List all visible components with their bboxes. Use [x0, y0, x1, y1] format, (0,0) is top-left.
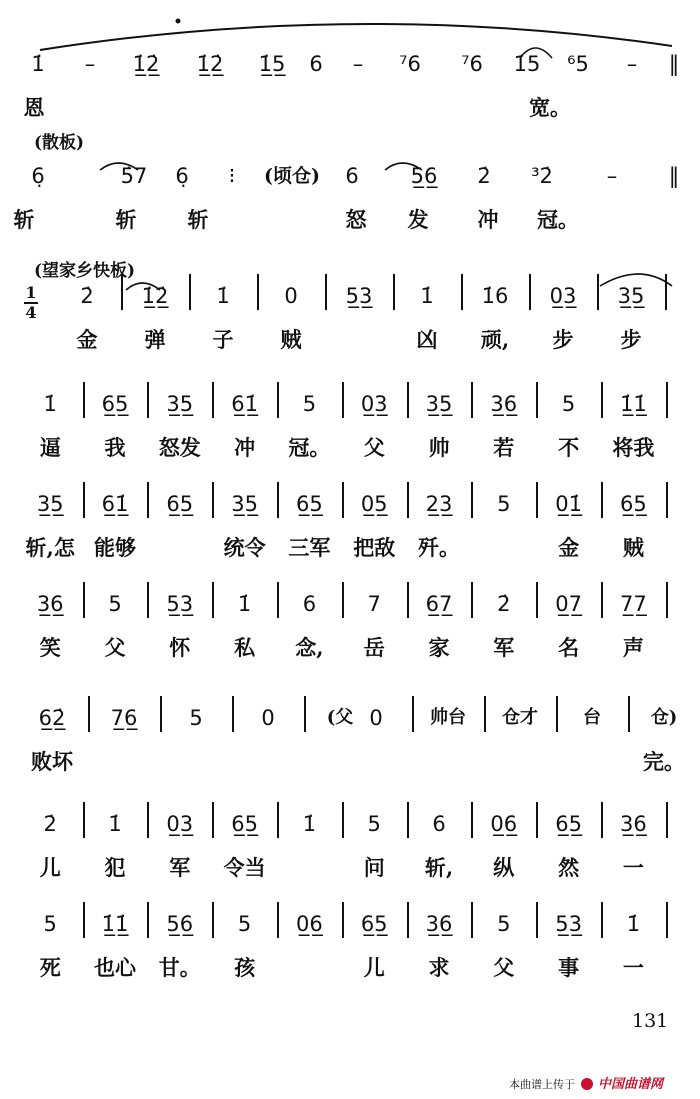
- note: 2̇: [80, 284, 94, 308]
- lyric: 统令: [223, 535, 266, 560]
- note: 7̲6̲: [110, 706, 138, 730]
- note: 1̇: [302, 812, 317, 836]
- slur-arc: [100, 163, 138, 170]
- note: 5̲6̲: [166, 912, 194, 936]
- note: 3̲5̲: [617, 284, 645, 308]
- slur-arc: [126, 283, 160, 290]
- note: 0: [261, 706, 275, 730]
- lyric: 家: [428, 635, 450, 660]
- note: 3̲6̲: [620, 812, 647, 836]
- note: 0̲5̲: [360, 492, 388, 516]
- note: 0̲3̲: [360, 392, 388, 416]
- note: 1̲̇5̲: [258, 52, 286, 76]
- lyric: 声: [622, 635, 644, 660]
- lyric: 我: [104, 435, 126, 460]
- note: 5̲3̲: [555, 912, 582, 936]
- lyric: 死: [39, 955, 61, 980]
- note: 0̲3̲: [166, 812, 194, 836]
- lyric: 斩,怎: [25, 535, 75, 560]
- note: 0̲7̲: [555, 592, 582, 616]
- lyric: 败坏: [31, 749, 73, 774]
- note: 2̲3̲: [425, 492, 453, 516]
- note: 6̲5̲: [555, 812, 582, 836]
- note: 6̲1̲̇: [231, 392, 258, 416]
- lyric: 歼。: [418, 535, 460, 560]
- lyric: 冲: [234, 435, 256, 460]
- lyric: 军: [169, 855, 191, 880]
- note: 6̣: [31, 164, 45, 188]
- note: 1̇: [237, 592, 252, 616]
- lyric: 斩: [187, 207, 209, 232]
- note: 5: [497, 912, 511, 936]
- lyric: 子: [212, 327, 234, 352]
- note: 6̲5̲: [296, 492, 323, 516]
- lyric: 名: [558, 635, 580, 660]
- note: 5: [108, 592, 122, 616]
- note: 6̲5̲: [620, 492, 647, 516]
- dashed-barline: ⁝: [228, 164, 236, 188]
- lyric: 军: [493, 635, 515, 660]
- note: 5̲3̲: [345, 284, 373, 308]
- note: 6̲2̲̇: [38, 706, 66, 730]
- note: 仓): [650, 707, 678, 728]
- note: ⁶5: [567, 52, 589, 76]
- note: 1̇: [420, 284, 434, 308]
- note: 5: [367, 812, 381, 836]
- note: 台: [583, 707, 601, 728]
- lyric: 金: [558, 535, 580, 560]
- lyric: 私: [234, 635, 256, 660]
- note: 6: [432, 812, 446, 836]
- note: 7: [367, 592, 381, 616]
- lyric: 完。: [643, 749, 685, 774]
- note: 0̲6̲: [296, 912, 323, 936]
- note: 5̇7: [120, 164, 148, 188]
- note: –: [606, 164, 618, 188]
- note: 1̲̇1̲̇: [101, 912, 129, 936]
- lyric: 念,: [295, 635, 324, 660]
- note: 2̇: [43, 812, 57, 836]
- lyric: 不: [558, 435, 580, 460]
- note: 1̲̇2̲̇: [132, 52, 160, 76]
- lyric: 金: [76, 327, 98, 352]
- lyric: 弹: [144, 327, 166, 352]
- lyric: 令当: [223, 855, 266, 880]
- lyric: 岳: [363, 635, 385, 660]
- lyric: 问: [363, 855, 385, 880]
- lyric: 儿: [363, 955, 385, 980]
- lyric: 贼: [622, 535, 644, 560]
- note: 1̲̇1̲̇: [620, 392, 647, 416]
- lyric: 将我: [612, 435, 655, 460]
- fermata-dot: [176, 19, 181, 24]
- note: 6̲5̲: [360, 912, 388, 936]
- double-barline: ‖: [668, 52, 680, 76]
- lyric: 然: [558, 855, 580, 880]
- note: 0: [369, 706, 383, 730]
- note: 6̲5̲: [101, 392, 129, 416]
- note: 5: [302, 392, 317, 416]
- page-number: 131: [632, 1010, 669, 1032]
- note: 3̲5̲: [231, 492, 258, 516]
- lyric: 笑: [39, 635, 61, 660]
- time-signature-top: 1: [25, 283, 37, 302]
- note: 6̲1̲̇: [101, 492, 129, 516]
- note: 3̲5̲: [36, 492, 64, 516]
- lyric: 事: [558, 955, 580, 980]
- percussion-text: (顷仓): [264, 165, 320, 187]
- note: ⁷6: [399, 52, 421, 76]
- note: 6̲5̲: [166, 492, 194, 516]
- lyric: 顽,: [480, 327, 510, 352]
- note: 6̣: [175, 164, 189, 188]
- note: 3̲5̲: [425, 392, 453, 416]
- lyric: 斩,: [424, 855, 454, 880]
- note: ⁷6: [461, 52, 483, 76]
- lyric: 怒发: [158, 435, 201, 460]
- note: 1̇5: [513, 52, 541, 76]
- section-label: (散板): [34, 133, 85, 153]
- note: 1̲̇2̲̇: [141, 284, 169, 308]
- note: 1̲̇2̲̇: [196, 52, 224, 76]
- note: 5: [237, 912, 252, 936]
- lyric: 三军: [288, 535, 331, 560]
- lyric: 孩: [234, 955, 256, 980]
- slur-arc: [385, 163, 422, 170]
- lyric: 冠。: [537, 207, 579, 232]
- tie-arc: [40, 24, 672, 50]
- note: –: [626, 52, 638, 76]
- note: 0̲3̲: [549, 284, 577, 308]
- note: 1̇: [216, 284, 230, 308]
- note: 6: [345, 164, 359, 188]
- lyric: 帅: [428, 435, 450, 460]
- lyric: 冠。: [288, 435, 331, 460]
- lyric: 甘。: [158, 955, 201, 980]
- note: ³2̇: [531, 164, 553, 188]
- note: 3̲6̲: [425, 912, 453, 936]
- lyric: 发: [407, 207, 429, 232]
- lyric: 贼: [280, 327, 302, 352]
- lyric: 逼: [39, 435, 61, 460]
- note: 仓才: [502, 707, 538, 728]
- lyric: 求: [428, 955, 450, 980]
- note: 6̲5̲: [231, 812, 258, 836]
- lyric: 斩: [115, 207, 137, 232]
- note: –: [352, 52, 364, 76]
- lyric: 一: [622, 955, 644, 980]
- lyric: 父: [363, 435, 385, 460]
- lyric: 父: [493, 955, 515, 980]
- note: 6: [309, 52, 323, 76]
- note: 1̇: [43, 392, 57, 416]
- note: 5: [497, 492, 511, 516]
- lyric: 怀: [169, 635, 191, 660]
- note: 1̇: [108, 812, 122, 836]
- section-label: (望家乡快板): [34, 261, 136, 281]
- lyric: 步: [620, 327, 642, 352]
- double-barline: ‖: [668, 164, 680, 188]
- note: 6̲7̲: [425, 592, 453, 616]
- lyric: 宽。: [529, 95, 571, 120]
- note: 1̇: [626, 912, 641, 936]
- note: 7̲7̲: [620, 592, 647, 616]
- note: 1̇: [31, 52, 45, 76]
- note: 3̲5̲: [166, 392, 194, 416]
- lyric: 凶: [416, 327, 438, 352]
- slur-arc: [520, 48, 552, 58]
- lyric: 若: [493, 435, 515, 460]
- note: 5̲6̲: [410, 164, 438, 188]
- note: 6: [302, 592, 317, 616]
- lyric: 犯: [104, 855, 126, 880]
- footer-logo: 中国曲谱网: [598, 1077, 664, 1092]
- lyric: 父: [104, 635, 126, 660]
- note: 帅台: [430, 707, 466, 728]
- note: 0̲6̲: [490, 812, 518, 836]
- note: 5: [561, 392, 576, 416]
- note: (父: [326, 707, 354, 728]
- lyric: 把敌: [353, 535, 396, 560]
- lyric: 儿: [39, 855, 61, 880]
- note: 0̲1̲̇: [555, 492, 582, 516]
- lyric: 能够: [94, 535, 136, 560]
- lyric: 斩: [13, 207, 35, 232]
- note: 5: [43, 912, 57, 936]
- note: 5̲3̲: [166, 592, 194, 616]
- site-logo-icon: [581, 1078, 593, 1090]
- source-footer: [509, 1073, 663, 1092]
- time-signature-bottom: 4: [25, 303, 37, 322]
- note: –: [84, 52, 96, 76]
- note: 3̲6̲: [490, 392, 518, 416]
- note: 1̇6: [481, 284, 509, 308]
- lyric: 一: [622, 855, 644, 880]
- note: 2̇: [477, 164, 491, 188]
- lyric: 恩: [23, 95, 45, 120]
- note: 0: [284, 284, 298, 308]
- footer-text: 本曲谱上传于: [509, 1078, 575, 1091]
- lyric: 步: [552, 327, 574, 352]
- lyric: 也心: [94, 955, 136, 980]
- note: 2̇: [497, 592, 511, 616]
- lyric: 冲: [477, 207, 499, 232]
- note: 5: [189, 706, 203, 730]
- note: 3̲6̲: [36, 592, 64, 616]
- lyric: 纵: [493, 855, 515, 880]
- slur-arc: [600, 274, 672, 286]
- lyric: 怒: [345, 207, 367, 232]
